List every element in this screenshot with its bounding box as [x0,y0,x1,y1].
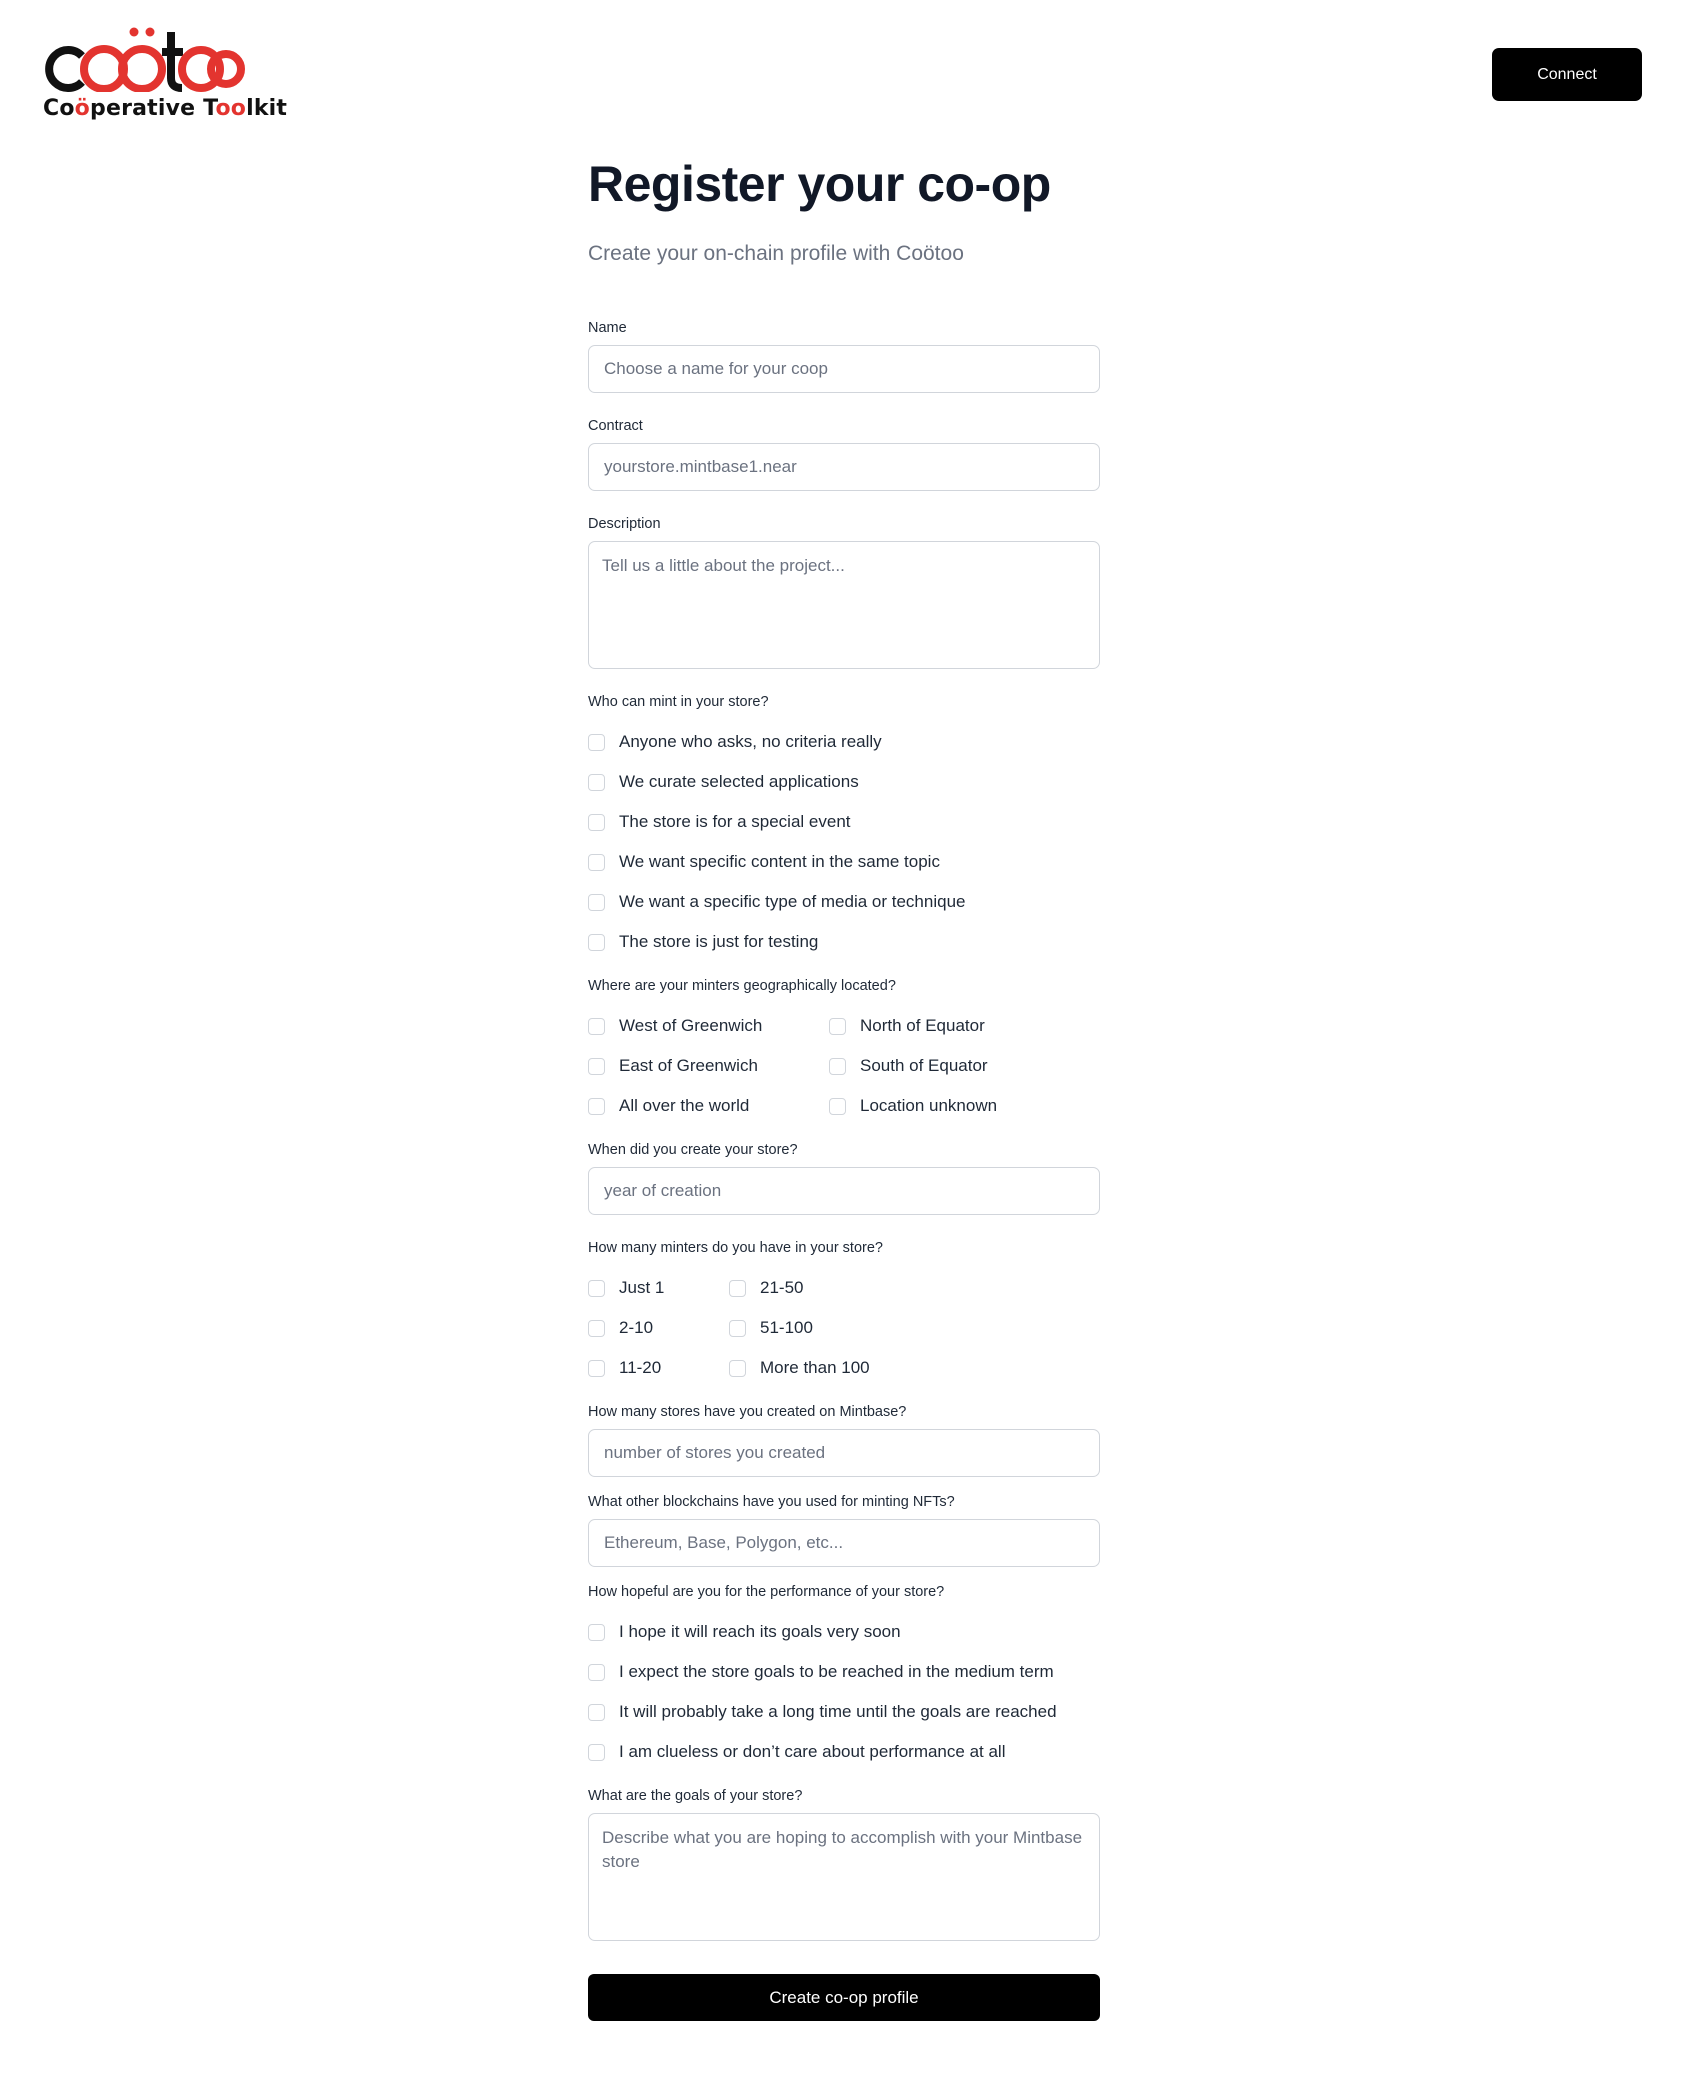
contract-label: Contract [588,418,643,434]
checkbox[interactable] [829,1058,846,1075]
option-label: Just 1 [619,1278,665,1297]
option-label: 21-50 [760,1278,804,1297]
option-label: It will probably take a long time until the goals are reached [619,1702,1057,1721]
who-can-mint-option[interactable] [588,890,965,914]
name-input[interactable] [588,345,1100,393]
location-option[interactable] [588,1054,758,1078]
location-option[interactable] [588,1014,762,1038]
option-label: West of Greenwich [619,1016,763,1035]
cootoo-logo[interactable] [36,26,288,126]
option-label: We want a specific type of media or technique [619,892,966,911]
checkbox[interactable] [729,1360,746,1377]
option-label: South of Equator [860,1056,988,1075]
minters-count-option[interactable] [729,1316,813,1340]
checkbox[interactable] [588,1098,605,1115]
option-label: More than 100 [760,1358,870,1377]
blockchains-label: What other blockchains have you used for minting NFTs? [588,1494,955,1510]
minters-count-option[interactable] [729,1276,803,1300]
option-label: 51-100 [760,1318,813,1337]
checkbox[interactable] [588,894,605,911]
checkbox[interactable] [588,854,605,871]
checkbox[interactable] [588,1280,605,1297]
option-label: East of Greenwich [619,1056,758,1075]
name-label: Name [588,320,627,336]
option-label: I am clueless or don’t care about performance at all [619,1742,1006,1761]
who-can-mint-option[interactable] [588,850,940,874]
created-label: When did you create your store? [588,1142,798,1158]
checkbox[interactable] [829,1098,846,1115]
connect-button[interactable]: Connect [1492,48,1642,101]
option-label: The store is just for testing [619,932,819,951]
option-label: All over the world [619,1096,750,1115]
who-can-mint-label: Who can mint in your store? [588,694,769,710]
logo-tagline: Coöperative Toolkit [43,96,288,121]
hopeful-label: How hopeful are you for the performance of your store? [588,1584,945,1600]
hopeful-option[interactable] [588,1660,1054,1684]
minters-count-option[interactable] [588,1276,664,1300]
page-subtitle: Create your on-chain profile with Coötoo [588,242,964,265]
option-label: We curate selected applications [619,772,859,791]
checkbox[interactable] [829,1018,846,1035]
location-option[interactable] [829,1014,985,1038]
checkbox[interactable] [588,934,605,951]
option-label: I hope it will reach its goals very soon [619,1622,901,1641]
checkbox[interactable] [729,1320,746,1337]
location-option[interactable] [829,1054,988,1078]
hopeful-option[interactable] [588,1700,1057,1724]
cootoo-logo-mark [36,26,246,92]
create-profile-button[interactable]: Create co-op profile [588,1974,1100,2021]
checkbox[interactable] [588,1664,605,1681]
minters-count-label: How many minters do you have in your store? [588,1240,883,1256]
page-title: Register your co-op [588,156,1051,212]
hopeful-option[interactable] [588,1740,1005,1764]
who-can-mint-option[interactable] [588,930,818,954]
checkbox[interactable] [588,774,605,791]
option-label: North of Equator [860,1016,985,1035]
who-can-mint-option[interactable] [588,770,859,794]
checkbox[interactable] [588,1018,605,1035]
option-label: I expect the store goals to be reached in the medium term [619,1662,1054,1681]
checkbox[interactable] [729,1280,746,1297]
option-label: We want specific content in the same topic [619,852,940,871]
option-label: 11-20 [619,1358,662,1377]
checkbox[interactable] [588,1058,605,1075]
minters-count-option[interactable] [729,1356,870,1380]
location-option[interactable] [588,1094,749,1118]
checkbox[interactable] [588,1624,605,1641]
option-label: Anyone who asks, no criteria really [619,732,882,751]
option-label: 2-10 [619,1318,654,1337]
hopeful-option[interactable] [588,1620,901,1644]
description-label: Description [588,516,661,532]
stores-count-label: How many stores have you created on Mintbase? [588,1404,907,1420]
option-label: Location unknown [860,1096,998,1115]
checkbox[interactable] [588,734,605,751]
checkbox[interactable] [588,1704,605,1721]
blockchains-input[interactable] [588,1519,1100,1567]
goals-label: What are the goals of your store? [588,1788,803,1804]
checkbox[interactable] [588,1360,605,1377]
who-can-mint-option[interactable] [588,730,882,754]
contract-input[interactable] [588,443,1100,491]
checkbox[interactable] [588,1320,605,1337]
goals-textarea[interactable] [588,1813,1100,1941]
stores-count-input[interactable] [588,1429,1100,1477]
location-label: Where are your minters geographically located? [588,978,896,994]
who-can-mint-option[interactable] [588,810,851,834]
minters-count-option[interactable] [588,1356,661,1380]
checkbox[interactable] [588,814,605,831]
checkbox[interactable] [588,1744,605,1761]
description-textarea[interactable] [588,541,1100,669]
year-created-input[interactable] [588,1167,1100,1215]
option-label: The store is for a special event [619,812,851,831]
location-option[interactable] [829,1094,997,1118]
minters-count-option[interactable] [588,1316,653,1340]
